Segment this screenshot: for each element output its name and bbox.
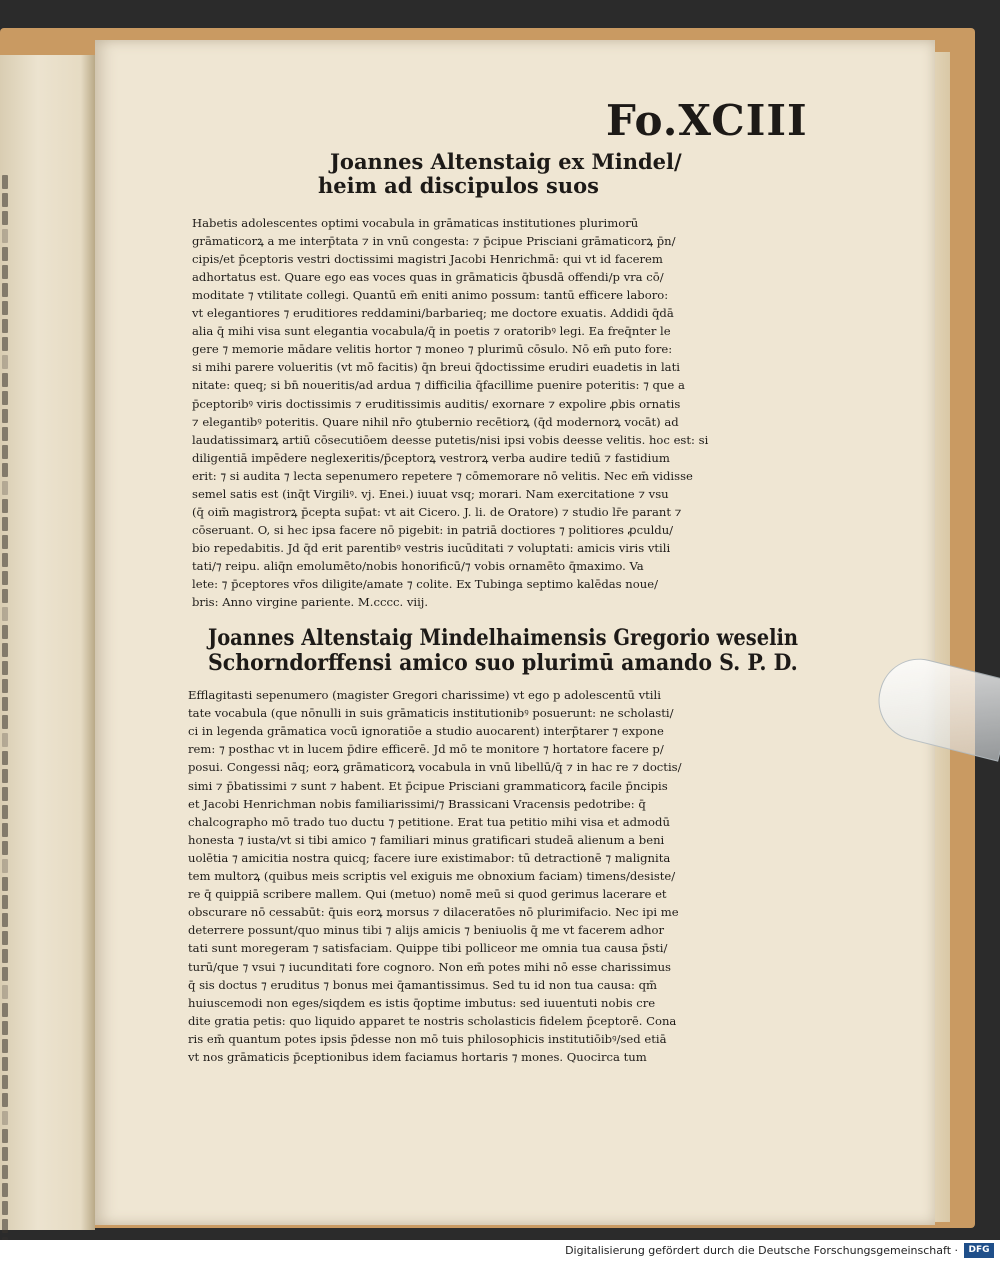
text-line: et Jacobi Henrichman nobis familiarissimi/⁊ Brassicani Vracensis pedotribe: q̄ [188, 796, 646, 811]
text-line: huiuscemodi non eges/siqdem es istis q̄optime imbutus: sed iuuentuti nobis cre [188, 995, 656, 1010]
left-page-text-mark [2, 1021, 8, 1035]
text-line: chalcographo mō trado tuo ductu ⁊ petitione. Erat tua petitio mihi visa et admodū [188, 814, 670, 829]
text-line: gere ⁊ memorie mādare velitis hortor ⁊ moneo ⁊ plurimū cōsulo. Nō em̄ puto fore: [192, 342, 673, 357]
left-page-text-mark [2, 319, 8, 333]
text-line: posui. Congessi nāq; eorꝝ grāmaticorꝝ vocabula in vnū libellū/q̄ ⁊ in hac re ⁊ doctis/ [188, 760, 682, 775]
text-line: q̄ sis doctus ⁊ eruditus ⁊ bonus mei q̄amantissimus. Sed tu id non tua causa: qm̄ [188, 977, 657, 992]
left-page-text-mark [2, 769, 8, 783]
text-line: adhortatus est. Quare ego eas voces quas in grāmaticis q̄busdā offendi/p vra cō/ [192, 270, 664, 285]
left-page-text-mark [2, 733, 8, 747]
left-page-text-mark [2, 355, 8, 369]
text-line: laudatissimarꝝ artiū cōsecutiōem deesse putetis/nisi ipsi vobis deesse velitis. hoc est: si [192, 432, 709, 447]
left-page-text-mark [2, 841, 8, 855]
text-line: uolētia ⁊ amicitia nostra quicq; facere iure existimabor: tū detractionē ⁊ malignita [188, 850, 671, 865]
left-page-text-mark [2, 409, 8, 423]
text-line: alia q̄ mihi visa sunt elegantia vocabula/q̄ in poetis ⁊ oratoribꝰ legi. Ea freq̄nter le [192, 324, 671, 339]
left-page-text-mark [2, 1003, 8, 1017]
left-page-text-mark [2, 931, 8, 945]
left-page-text-mark [2, 517, 8, 531]
text-line: vt elegantiores ⁊ eruditiores reddamini/barbarieq; me doctore exuatis. Addidi q̄dā [192, 306, 674, 321]
left-page-text-mark [2, 985, 8, 999]
left-page-text-mark [2, 679, 8, 693]
left-page-text-mark [2, 643, 8, 657]
funding-credit: Digitalisierung gefördert durch die Deutsche Forschungsgemeinschaft · [565, 1244, 958, 1257]
left-page-text-mark [2, 283, 8, 297]
text-line: diligentiā impēdere neglexeritis/p̄ceptorꝝ vestrorꝝ verba audire tediū ⁊ fastidium [192, 450, 670, 465]
text-line: nitate: queq; si bn̄ noueritis/ad ardua ⁊ difficilia q̄facillime puenire poteritis: ⁊ que a [192, 378, 685, 393]
text-line: tem multorꝝ (quibus meis scriptis vel exiguis me obnoxium faciam) timens/desiste/ [188, 869, 676, 883]
text-line: Efflagitasti sepenumero (magister Gregori charissime) vt ego p adolescentū vtili [188, 688, 661, 702]
text-line: p̄ceptoribꝰ viris doctissimis ⁊ eruditissimis auditis/ exornare ⁊ expolire ꝓbis ornatis [192, 396, 681, 411]
left-page-text-mark [2, 1093, 8, 1107]
text-line: honesta ⁊ iusta/vt si tibi amico ⁊ familiari minus gratificari studeā alienum a beni [188, 832, 665, 847]
left-page-text-mark [2, 859, 8, 873]
text-line: moditate ⁊ vtilitate collegi. Quantū em̄ eniti animo possum: tantū efficere laboro: [192, 288, 669, 303]
left-page-text-mark [2, 715, 8, 729]
text-line: simi ⁊ p̄batissimi ⁊ sunt ⁊ habent. Et p̄cipue Prisciani grammaticorꝝ facile p̄ncipis [188, 778, 668, 793]
text-line: ris em̄ quantum potes ipsis p̄desse non mō tuis philosophicis institutiōibꝰ/sed etiā [188, 1031, 667, 1046]
left-page-text-mark [2, 499, 8, 513]
text-line: rem: ⁊ posthac vt in lucem p̄dire efficerē. Jd mō te monitore ⁊ hortatore facere p/ [188, 742, 664, 757]
text-line: si mihi parere volueritis (vt mō facitis) q̄n breui q̄doctissime erudiri euadetis in lati [192, 360, 680, 375]
left-page-text-mark [2, 787, 8, 801]
left-page-text-mark [2, 1111, 8, 1125]
left-page-text-mark [2, 445, 8, 459]
left-page-text-mark [2, 175, 8, 189]
text-line: (q̄ oim̄ magistrorꝝ p̄cepta sup̄at: vt ait Cicero. J. li. de Oratore) ⁊ studio lr̄e parant ⁊ [192, 504, 682, 519]
left-page-text-mark [2, 535, 8, 549]
left-page-text-mark [2, 1129, 8, 1143]
footer-bar [0, 1240, 1000, 1263]
left-page-text-mark [2, 1219, 8, 1233]
letter2-heading-line: Joannes Altenstaig Mindelhaimensis Gregorio weselin [208, 625, 799, 651]
letter1-heading-line: Joannes Altenstaig ex Mindel/ [330, 149, 682, 174]
text-line: deterrere possunt/quo minus tibi ⁊ alijs amicis ⁊ beniuolis q̄ me vt facerem adhor [188, 923, 665, 938]
left-page-text-mark [2, 427, 8, 441]
left-page-text-mark [2, 589, 8, 603]
left-page-text-mark [2, 625, 8, 639]
left-page-text-mark [2, 805, 8, 819]
left-page-text-mark [2, 193, 8, 207]
left-page-text-mark [2, 481, 8, 495]
text-line: turū/que ⁊ vsui ⁊ iucunditati fore cognoro. Non em̄ potes mihi nō esse charissimus [188, 959, 671, 974]
dfg-logo-icon: DFG [964, 1243, 994, 1258]
left-page-text-mark [2, 697, 8, 711]
left-page-text-mark [2, 337, 8, 351]
left-page-text-mark [2, 1183, 8, 1197]
left-page-text-mark [2, 247, 8, 261]
text-line: ci in legenda grāmatica vocū ignoratiōe a studio auocarent) interp̄tarer ⁊ expone [188, 724, 664, 739]
left-page-text-mark [2, 877, 8, 891]
left-page-text-mark [2, 1147, 8, 1161]
left-page-text-mark [2, 1165, 8, 1179]
text-line: re q̄ quippiā scribere mallem. Qui (metuo) nomē meū si quod gerimus lacerare et [188, 887, 667, 902]
left-page-text-mark [2, 553, 8, 567]
text-line: lete: ⁊ p̄ceptores vr̄os diligite/amate ⁊ colite. Ex Tubinga septimo kalēdas noue/ [192, 577, 658, 591]
left-page-text-mark [2, 373, 8, 387]
left-page-text-mark [2, 1057, 8, 1071]
letter2-heading-line: Schorndorffensi amico suo plurimū amando S. P. D. [208, 650, 798, 676]
left-page-text-mark [2, 229, 8, 243]
left-page-edge [0, 55, 95, 1230]
text-line: dite gratia petis: quo liquido apparet te nostris scholasticis fidelem p̄ceptorē. Cona [188, 1013, 677, 1028]
left-page-text-mark [2, 211, 8, 225]
left-page-text-mark [2, 301, 8, 315]
left-page-text-mark [2, 949, 8, 963]
text-line: grāmaticorꝝ a me interp̄tata ⁊ in vnū congesta: ⁊ p̄cipue Prisciani grāmaticorꝝ p̄n/ [192, 234, 676, 249]
left-page-text-mark [2, 823, 8, 837]
folio-number: Fo.XCIII [606, 96, 808, 145]
text-line: semel satis est (inq̄t Virgiliꝰ. vj. Enei.) iuuat vsq; morari. Nam exercitatione ⁊ vsu [192, 486, 669, 501]
text-line: tati/⁊ reipu. aliq̄n emolumēto/nobis honorificū/⁊ vobis ornamēto q̄maximo. Va [192, 558, 644, 573]
text-line: vt nos grāmaticis p̄ceptionibus idem faciamus hortaris ⁊ mones. Quocirca tum [188, 1050, 647, 1064]
text-line: cōseruant. O, si hec ipsa facere nō pigebit: in patriā doctiores ⁊ politiores ꝓculdu/ [192, 522, 674, 537]
text-line: tati sunt moregeram ⁊ satisfaciam. Quippe tibi polliceor me omnia tua causa p̄sti/ [188, 941, 668, 956]
text-line: Habetis adolescentes optimi vocabula in grāmaticas institutiones plurimorū [192, 216, 639, 230]
left-page-text-mark [2, 463, 8, 477]
left-page-text-mark [2, 571, 8, 585]
left-page-text-mark [2, 895, 8, 909]
text-line: tate vocabula (que nōnulli in suis grāmaticis institutionibꝰ posuerunt: ne scholasti/ [188, 706, 674, 721]
left-page-text-mark [2, 913, 8, 927]
left-page-text-mark [2, 751, 8, 765]
left-page-text-mark [2, 1201, 8, 1215]
left-page-text-mark [2, 1075, 8, 1089]
text-line: ⁊ elegantibꝰ poteritis. Quare nihil nr̄o ꝯtubernio recētiorꝝ (q̄d modernorꝝ vocāt) ad [192, 414, 679, 429]
text-line: obscurare nō cessabūt: q̄uis eorꝝ morsus ⁊ dilaceratōes nō plurimifacio. Nec ipi me [188, 905, 679, 920]
left-page-text-mark [2, 1039, 8, 1053]
left-page-text-mark [2, 607, 8, 621]
left-page-text-mark [2, 265, 8, 279]
text-line: bris: Anno virgine pariente. M.cccc. viij. [192, 595, 429, 610]
letter1-heading-line: heim ad discipulos suos [318, 173, 599, 198]
left-page-text-mark [2, 967, 8, 981]
text-line: cipis/et p̄ceptoris vestri doctissimi magistri Jacobi Henrichmā: qui vt id facerem [192, 252, 663, 267]
text-line: bio repedabitis. Jd q̄d erit parentibꝰ vestris iucūditati ⁊ voluptati: amicis viris vtili [192, 540, 671, 555]
left-page-text-mark [2, 391, 8, 405]
left-page-text-mark [2, 661, 8, 675]
text-line: erit: ⁊ si audita ⁊ lecta sepenumero repetere ⁊ cōmemorare nō velitis. Nec em̄ vidisse [192, 468, 693, 483]
